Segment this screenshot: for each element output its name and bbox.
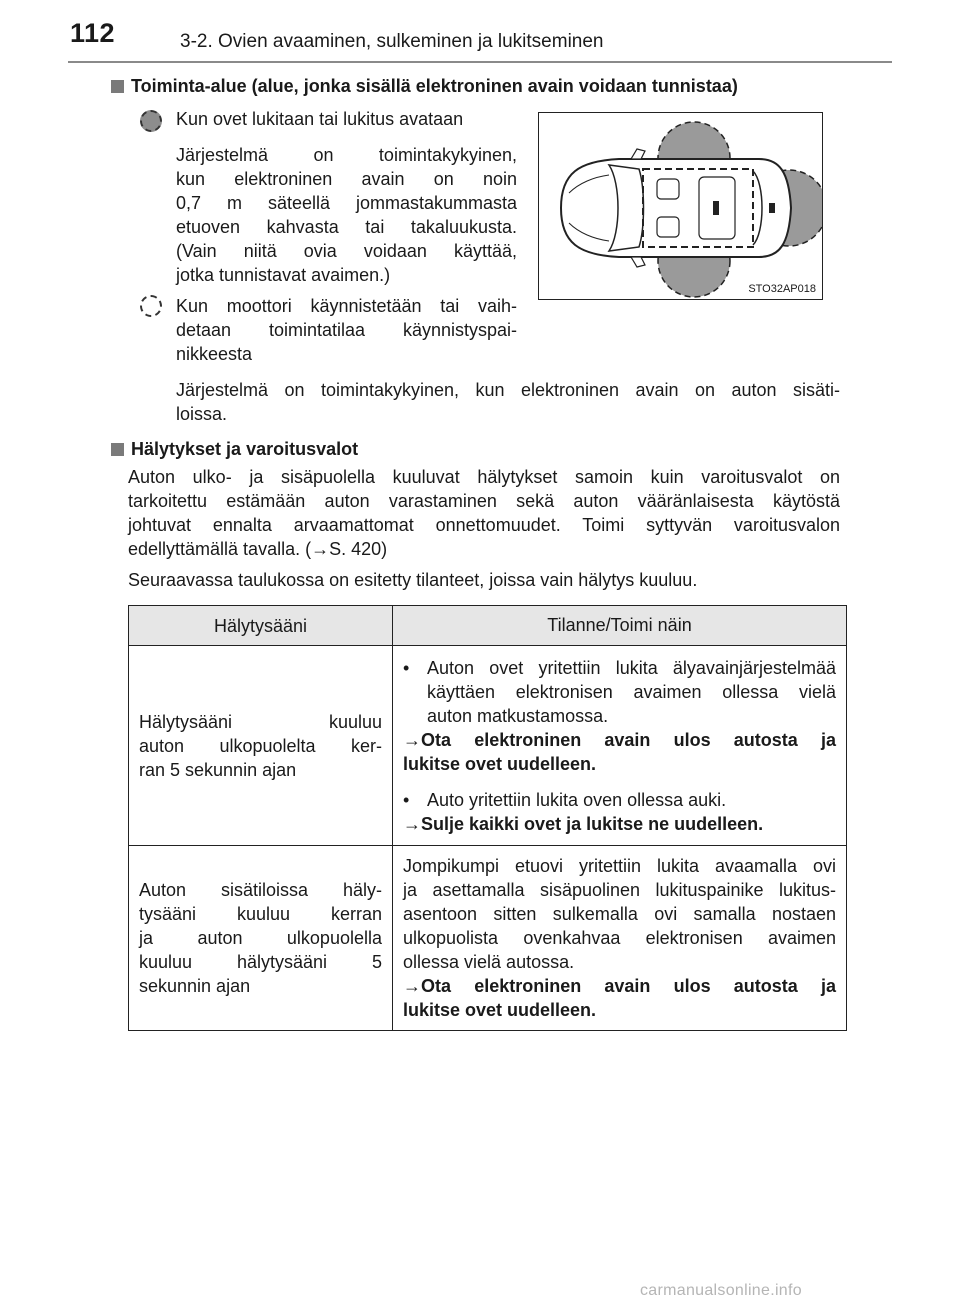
action-line: →Sulje kaikki ovet ja lukitse ne uudelleen. xyxy=(403,813,764,834)
item1-line: (Vain niitä ovia voidaan käyttää, xyxy=(176,241,517,261)
dashed-circle-filled-icon xyxy=(140,110,162,132)
cell-line: ja asettamalla sisäpuolinen lukituspainike lukitus- xyxy=(403,880,836,900)
section-heading-alarms-text: Hälytykset ja varoitusvalot xyxy=(131,439,359,459)
table-row xyxy=(129,646,847,846)
car-range-figure xyxy=(538,112,823,300)
rear-handle xyxy=(769,203,775,213)
watermark: carmanualsonline.info xyxy=(640,1282,802,1299)
cell-line: ran 5 sekunnin ajan xyxy=(139,759,297,780)
cell-line: ollessa vielä autossa. xyxy=(403,952,575,972)
mirror xyxy=(631,257,645,267)
alarms-line: edellyttämällä tavalla. (→S. 420) xyxy=(128,539,388,559)
action-line: →Ota elektroninen avain ulos autosta ja xyxy=(403,729,836,750)
table-intro: Seuraavassa taulukossa on esitetty tilanteet, joissa vain hälytys kuuluu. xyxy=(128,570,698,590)
cell-line: kuuluu hälytysääni 5 xyxy=(139,952,382,972)
car-top-view-illustration xyxy=(539,113,822,299)
action-line: lukitse ovet uudelleen. xyxy=(403,753,597,774)
figure-code: STO32AP018 xyxy=(748,283,816,295)
item2-body xyxy=(176,378,840,426)
item2-title xyxy=(176,294,517,366)
section-heading-range-text: Toiminta-alue (alue, jonka sisällä elektroninen avain voidaan tunnistaa) xyxy=(131,76,738,96)
bullet-item xyxy=(403,788,836,812)
mirror xyxy=(631,149,645,159)
item1-body xyxy=(176,143,517,287)
section-heading-alarms xyxy=(111,439,358,460)
cell-line: tysääni kuuluu kerran xyxy=(139,904,382,924)
bullet-icon: • xyxy=(403,657,410,678)
table-cell-situation xyxy=(393,646,847,846)
item1-line: jotka tunnistavat avaimen.) xyxy=(176,265,391,285)
key-marker xyxy=(713,201,719,215)
cell-line: Auton ovet yritettiin lukita älyavainjärjestelmää xyxy=(427,657,836,678)
action-line: lukitse ovet uudelleen. xyxy=(403,1000,597,1020)
section-heading-range xyxy=(111,76,738,97)
cell-line: asentoon sitten sulkemalla ovi samalla nostaen xyxy=(403,904,836,924)
cell-line: auton ulkopuolelta ker- xyxy=(139,735,382,756)
car-body xyxy=(561,159,791,257)
cell-line: Auto yritettiin lukita oven ollessa auki. xyxy=(427,789,727,810)
item2-line: Kun moottori käynnistetään tai vaih- xyxy=(176,296,517,316)
action-line: →Ota elektroninen avain ulos autosta ja xyxy=(403,976,836,996)
item2-body-line: Järjestelmä on toimintakykyinen, kun elektroninen avain on auton sisäti- xyxy=(176,380,840,400)
alarms-line: tarkoitettu estämään auton varastaminen sekä auton vääränlaisesta käytöstä xyxy=(128,491,840,511)
item1-title: Kun ovet lukitaan tai lukitus avataan xyxy=(176,109,464,129)
item1-line: etuoven kahvasta tai takaluukusta. xyxy=(176,217,517,237)
table-header-row xyxy=(129,606,847,646)
cell-line: ja auton ulkopuolella xyxy=(139,928,382,948)
table-cell-sound xyxy=(129,646,393,846)
header-divider xyxy=(68,61,892,63)
table-row xyxy=(129,846,847,1031)
alarms-line: Auton ulko- ja sisäpuolella kuuluvat hälytykset samoin kuin varoitusvalot on xyxy=(128,467,840,487)
alarm-table xyxy=(128,605,847,1031)
bullet-icon: • xyxy=(403,789,410,810)
cell-line: Jompikumpi etuovi yritettiin lukita avaamalla ovi xyxy=(403,856,836,876)
seat xyxy=(657,179,679,199)
alarms-paragraph xyxy=(128,465,840,561)
cell-line: sekunnin ajan xyxy=(139,976,251,996)
seat xyxy=(657,217,679,237)
table-cell-situation xyxy=(393,846,847,1031)
item1-line: Järjestelmä on toimintakykyinen, xyxy=(176,145,517,165)
bullet-item xyxy=(403,656,836,728)
square-bullet-icon xyxy=(111,80,124,93)
alarms-line: johtuvat ennalta arvaamattomat onnettomuudet. Toimi syttyvän varoitusvalon xyxy=(128,515,840,535)
table-header-situation: Tilanne/Toimi näin xyxy=(393,606,847,646)
item1-line: 0,7 m säteellä jommastakummasta xyxy=(176,193,517,213)
cell-line: ulkopuolista ovenkahvaa elektronisen avaimen xyxy=(403,928,836,948)
table-header-sound: Hälytysääni xyxy=(129,606,393,646)
table-cell-sound xyxy=(129,846,393,1031)
cell-line: käyttäen elektronisen avaimen ollessa vielä xyxy=(427,681,836,702)
item2-body-line: loissa. xyxy=(176,404,228,424)
page-number: 112 xyxy=(70,18,116,48)
square-bullet-icon xyxy=(111,443,124,456)
cell-line: auton matkustamossa. xyxy=(427,705,609,726)
item2-line: detaan toimintatilaa käynnistyspai- xyxy=(176,320,517,340)
item1-line: kun elektroninen avain on noin xyxy=(176,169,517,189)
cell-line: Auton sisätiloissa häly- xyxy=(139,880,382,900)
chapter-title: 3-2. Ovien avaaminen, sulkeminen ja lukitseminen xyxy=(180,31,604,52)
cell-line: Hälytysääni kuuluu xyxy=(139,711,382,732)
item2-line: nikkeesta xyxy=(176,344,253,364)
dashed-circle-icon xyxy=(140,295,162,317)
